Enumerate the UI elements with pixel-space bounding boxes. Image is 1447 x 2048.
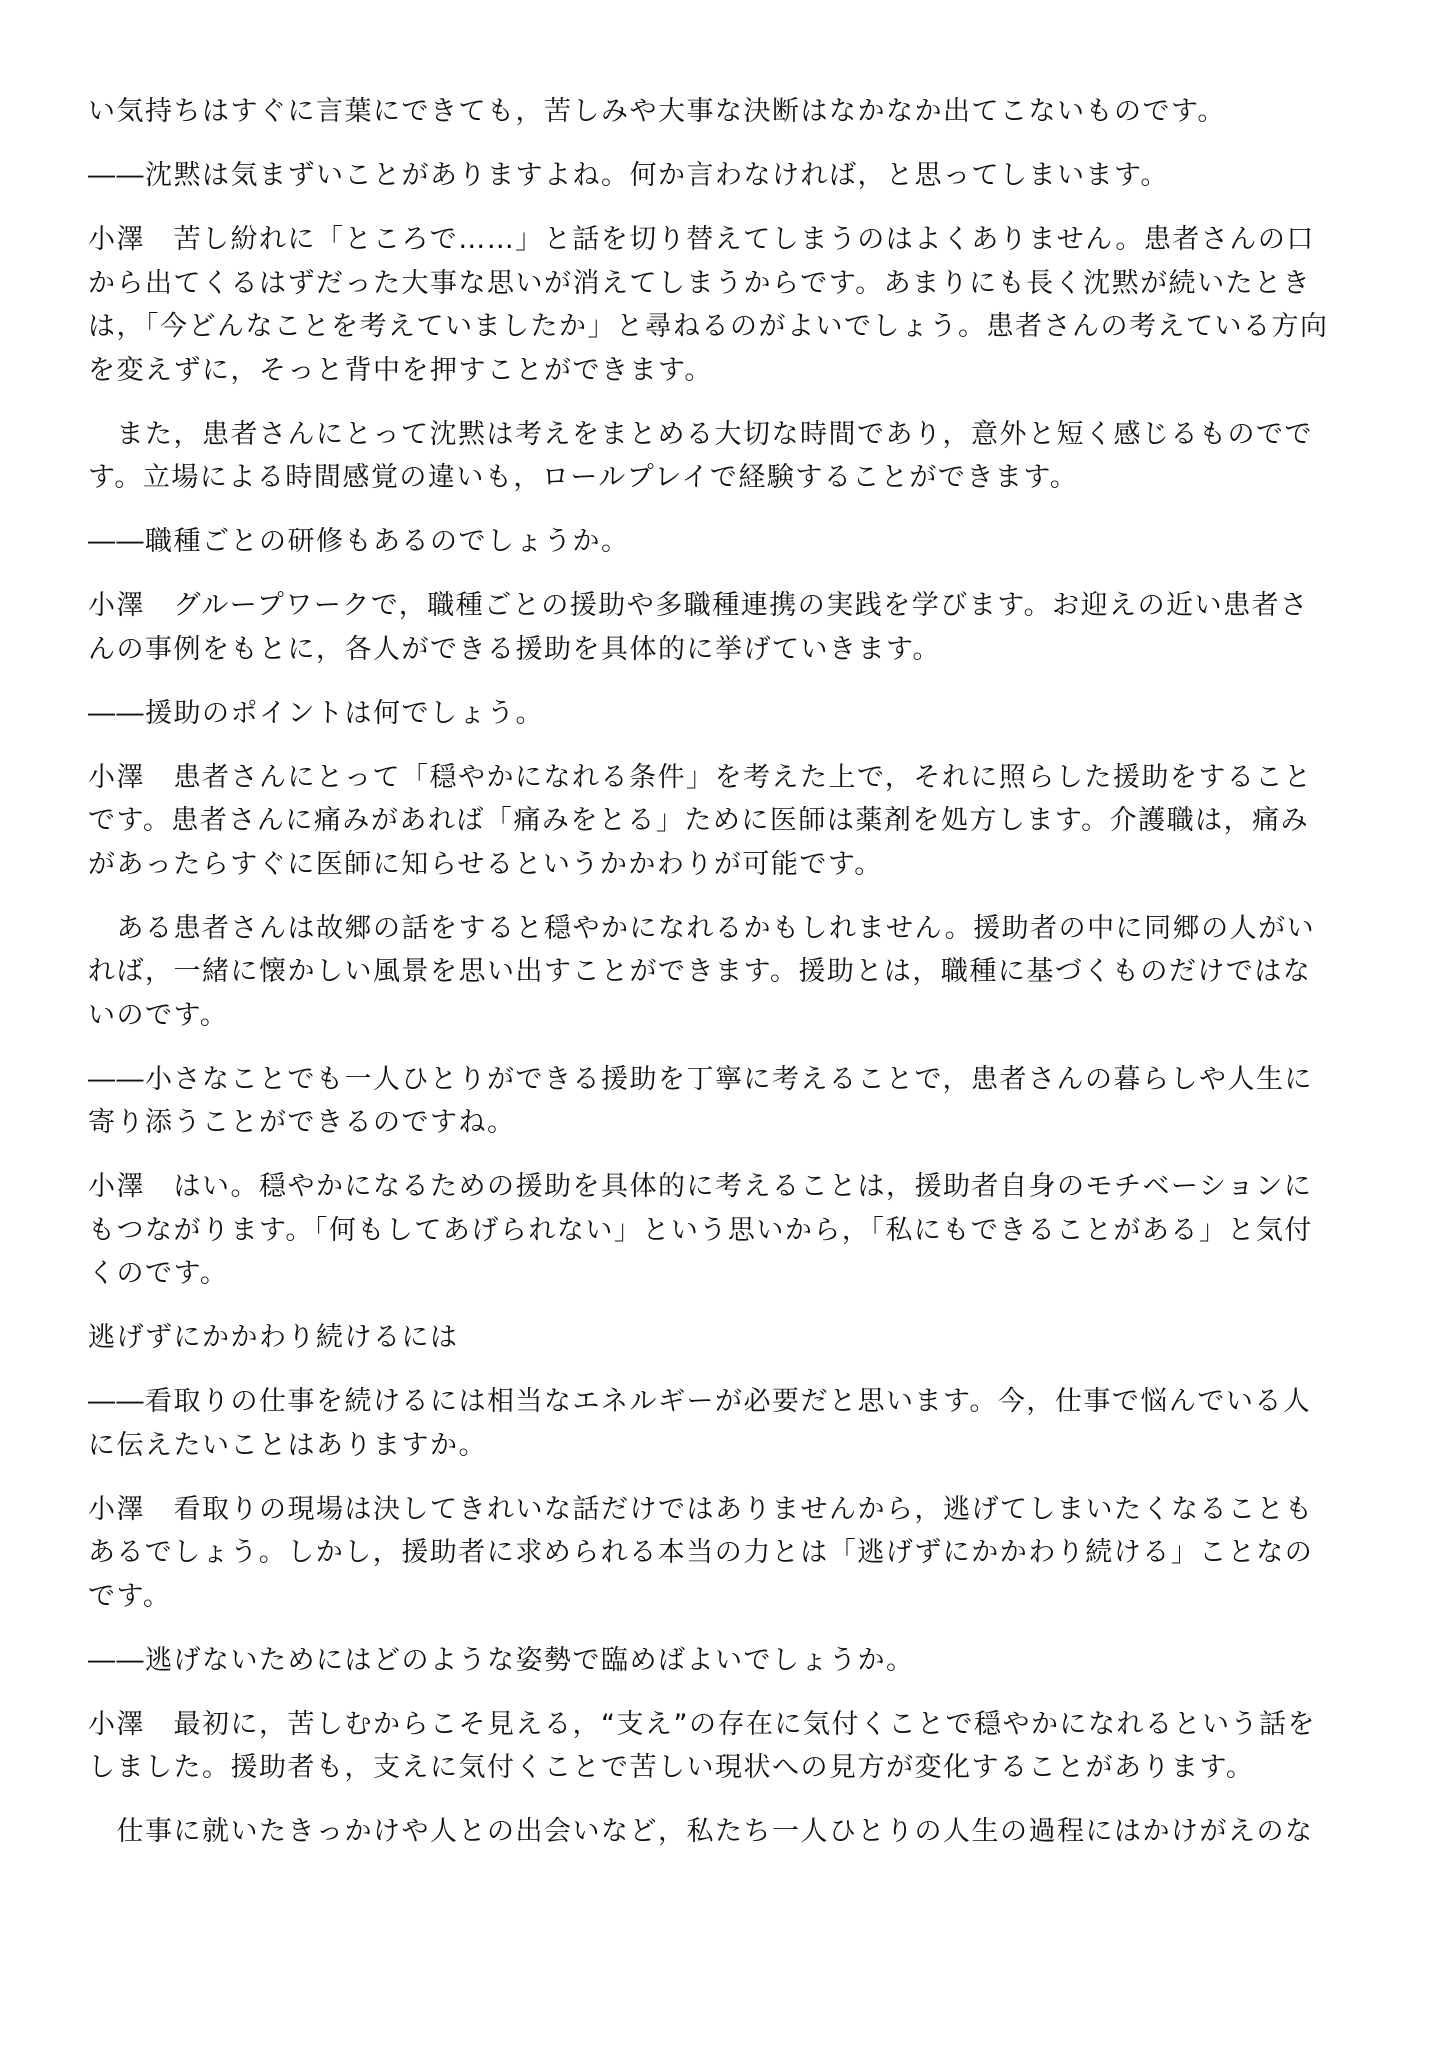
interviewer-question — [88, 1380, 1378, 1467]
interviewer-question — [88, 154, 1378, 198]
text-line: 小澤 はい。穏やかになるための援助を具体的に考えることは，援助者自身のモチベーションに — [88, 1171, 1313, 1202]
text-line: 小澤 苦し紛れに「ところで……」と話を切り替えてしまうのはよくありません。患者さんの口 — [88, 224, 1315, 255]
interviewee-answer — [88, 756, 1378, 887]
text-line: ――援助のポイントは何でしょう。 — [88, 697, 544, 729]
text-line: 小澤 グループワークで，職種ごとの援助や多職種連携の実践を学びます。お迎えの近い患者さ — [88, 590, 1309, 621]
text-line: を変えずに，そっと背中を押すことができます。 — [88, 354, 713, 386]
interviewee-answer — [88, 584, 1378, 671]
text-line: また，患者さんにとって沈黙は考えをまとめる大切な時間であり，意外と短く感じるものでで — [88, 418, 1313, 450]
text-line: いのです。 — [88, 999, 229, 1031]
section-heading — [88, 1316, 1378, 1360]
text-line: 逃げずにかかわり続けるには — [88, 1322, 459, 1353]
interviewer-question — [88, 1639, 1378, 1683]
text-line: れば，一緒に懐かしい風景を思い出すことができます。援助とは，職種に基づくものだけではな — [88, 956, 1312, 987]
text-line: があったらすぐに医師に知らせるというかかわりが可能です。 — [88, 848, 883, 880]
text-line: 小澤 患者さんにとって「穏やかになれる条件」を考えた上で，それに照らした援助をすること — [88, 761, 1313, 793]
text-line: い気持ちはすぐに言葉にできても，苦しみや大事な決断はなかなか出てこないものです。 — [88, 96, 1226, 127]
interviewee-answer — [88, 1165, 1378, 1296]
text-line: ――沈黙は気まずいことがありますよね。何か言わなければ，と思ってしまいます。 — [88, 160, 1169, 191]
interviewer-question — [88, 520, 1378, 564]
text-line: から出てくるはずだった大事な思いが消えてしまうからです。あまりにも長く沈黙が続いたとき — [88, 267, 1312, 299]
text-line: もつながります。「何もしてあげられない」という思いから，「私にもできることがある」と気付 — [88, 1214, 1313, 1246]
interviewer-question — [88, 1058, 1378, 1145]
text-line: 寄り添うことができるのですね。 — [88, 1107, 516, 1138]
body-paragraph — [88, 1810, 1378, 1854]
text-line: ――小さなことでも一人ひとりができる援助を丁寧に考えることで，患者さんの暮らしや人生に — [88, 1063, 1313, 1095]
body-paragraph — [88, 90, 1378, 134]
interviewee-answer — [88, 1703, 1378, 1790]
text-line: くのです。 — [88, 1258, 229, 1289]
interviewer-question — [88, 692, 1378, 736]
text-line: ――逃げないためにはどのような姿勢で臨めばよいでしょうか。 — [88, 1644, 915, 1676]
text-line: あるでしょう。しかし，援助者に求められる本当の力とは「逃げずにかかわり続ける」ことなの — [88, 1537, 1314, 1568]
interviewee-answer — [88, 218, 1378, 392]
article-body — [88, 90, 1378, 1874]
text-line: ――看取りの仕事を続けるには相当なエネルギーが必要だと思います。今，仕事で悩んでいる人 — [88, 1386, 1312, 1417]
text-line: 小澤 看取りの現場は決してきれいな話だけではありませんから，逃げてしまいたくなることも — [88, 1493, 1314, 1525]
text-line: んの事例をもとに，各人ができる援助を具体的に挙げていきます。 — [88, 633, 941, 665]
body-paragraph — [88, 413, 1378, 500]
text-line: 仕事に就いたきっかけや人との出会いなど，私たち一人ひとりの人生の過程にはかけがえのな — [88, 1816, 1314, 1847]
text-line: です。患者さんに痛みがあれば「痛みをとる」ために医師は薬剤を処方します。介護職は，痛み — [88, 805, 1310, 836]
text-line: です。 — [88, 1580, 172, 1612]
text-line: ――職種ごとの研修もあるのでしょうか。 — [88, 526, 630, 557]
text-line: ある患者さんは故郷の話をすると穏やかになれるかもしれません。援助者の中に同郷の人がい — [88, 912, 1316, 944]
text-line: は，「今どんなことを考えていましたか」と尋ねるのがよいでしょう。患者さんの考えている方向 — [88, 311, 1329, 342]
text-line: 小澤 最初に，苦しむからこそ見える，“支え”の存在に気付くことで穏やかになれるという話を — [88, 1708, 1316, 1740]
interviewee-answer — [88, 1488, 1378, 1619]
text-line: す。立場による時間感覚の違いも，ロールプレイで経験することができます。 — [88, 462, 1079, 493]
text-line: に伝えたいことはありますか。 — [88, 1429, 487, 1461]
body-paragraph — [88, 907, 1378, 1038]
text-line: しました。援助者も，支えに気付くことで苦しい現状への見方が変化することがあります。 — [88, 1752, 1255, 1783]
